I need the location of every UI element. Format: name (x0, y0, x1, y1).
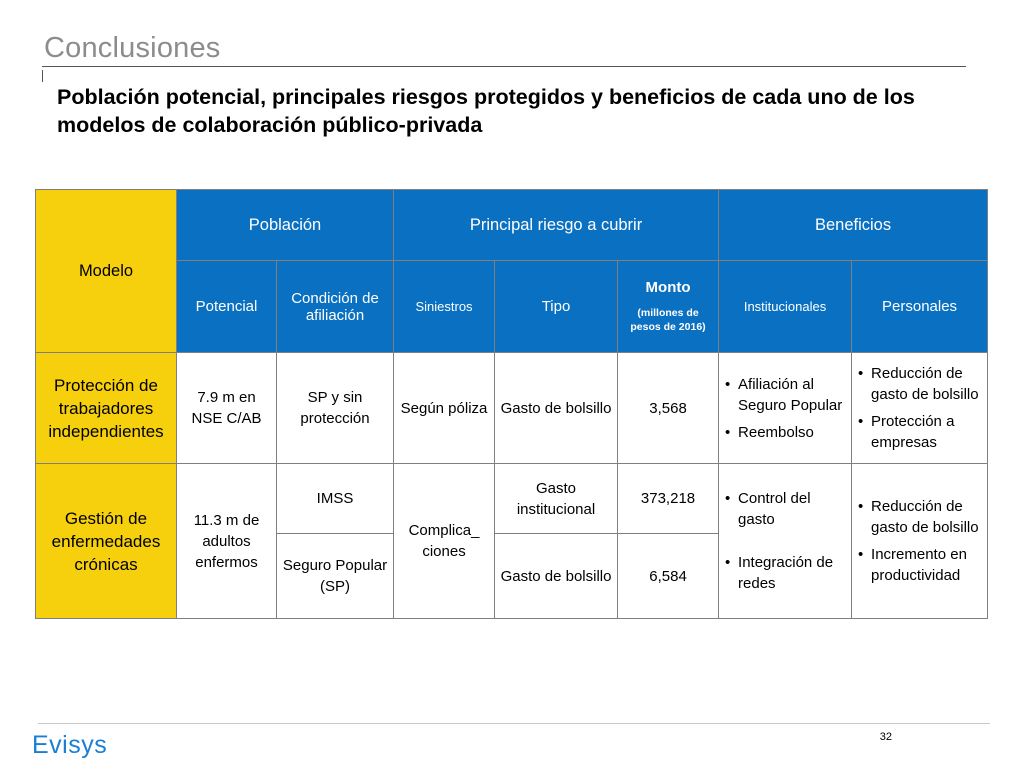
tipo-cell: Gasto de bolsillo (495, 534, 618, 619)
institucionales-cell (719, 464, 852, 619)
monto-cell: 373,218 (618, 464, 719, 534)
list-item: • Reducción de gasto de bolsillo (855, 496, 984, 538)
header-condicion: Condición de afiliación (277, 261, 394, 353)
header-personales: Personales (852, 261, 988, 353)
potencial-cell: 7.9 m en NSE C/AB (177, 353, 277, 464)
footer-divider (38, 723, 990, 724)
tipo-cell: Gasto de bolsillo (495, 353, 618, 464)
header-siniestros: Siniestros (394, 261, 495, 353)
benefit-list (855, 496, 984, 586)
header-tipo: Tipo (495, 261, 618, 353)
header-riesgo: Principal riesgo a cubrir (394, 190, 719, 261)
header-row-sub (36, 261, 988, 353)
evisys-logo (32, 731, 107, 760)
model-name-cell: Gestión de enfermedades crónicas (36, 464, 177, 619)
monto-cell: 6,584 (618, 534, 719, 619)
header-beneficios: Beneficios (719, 190, 988, 261)
list-item: • Afiliación al Seguro Popular (722, 374, 848, 416)
benefit-list (722, 374, 848, 443)
page-title: Conclusiones (44, 32, 221, 64)
logo-text: Evisys (32, 731, 108, 759)
list-item: • Reducción de gasto de bolsillo (855, 363, 984, 405)
siniestros-cell: Complica_ ciones (394, 464, 495, 619)
condicion-cell: Seguro Popular (SP) (277, 534, 394, 619)
list-item: • Incremento en productividad (855, 544, 984, 586)
table-row (36, 353, 988, 464)
header-row-top (36, 190, 988, 261)
potencial-cell: 11.3 m de adultos enfermos (177, 464, 277, 619)
list-item: • Control del gasto (722, 488, 848, 530)
benefit-list (855, 363, 984, 453)
list-item: • Protección a empresas (855, 411, 984, 453)
title-divider (42, 66, 966, 67)
page-number: 32 (879, 731, 892, 743)
condicion-cell: IMSS (277, 464, 394, 534)
personales-cell (852, 464, 988, 619)
model-name-cell: Protección de trabajadores independientes (36, 353, 177, 464)
title-divider-tick (42, 70, 43, 82)
header-poblacion: Población (177, 190, 394, 261)
header-modelo: Modelo (36, 190, 177, 353)
header-monto-note: (millones de pesos de 2016) (630, 307, 706, 333)
institucionales-cell (719, 353, 852, 464)
monto-cell: 3,568 (618, 353, 719, 464)
slide-subtitle: Población potencial, principales riesgos protegidos y beneficios de cada uno de los modelos de colaboración público-privada (57, 85, 915, 137)
benefit-list (722, 488, 848, 594)
personales-cell (852, 353, 988, 464)
table-row (36, 464, 988, 534)
header-institucionales: Institucionales (719, 261, 852, 353)
header-monto-label: Monto (645, 279, 691, 296)
siniestros-cell: Según póliza (394, 353, 495, 464)
header-monto (618, 261, 719, 353)
tipo-cell: Gasto institucional (495, 464, 618, 534)
condicion-cell: SP y sin protección (277, 353, 394, 464)
list-item: • Reembolso (722, 422, 848, 443)
comparison-table (35, 189, 988, 619)
list-item: • Integración de redes (722, 552, 848, 594)
header-potencial: Potencial (177, 261, 277, 353)
